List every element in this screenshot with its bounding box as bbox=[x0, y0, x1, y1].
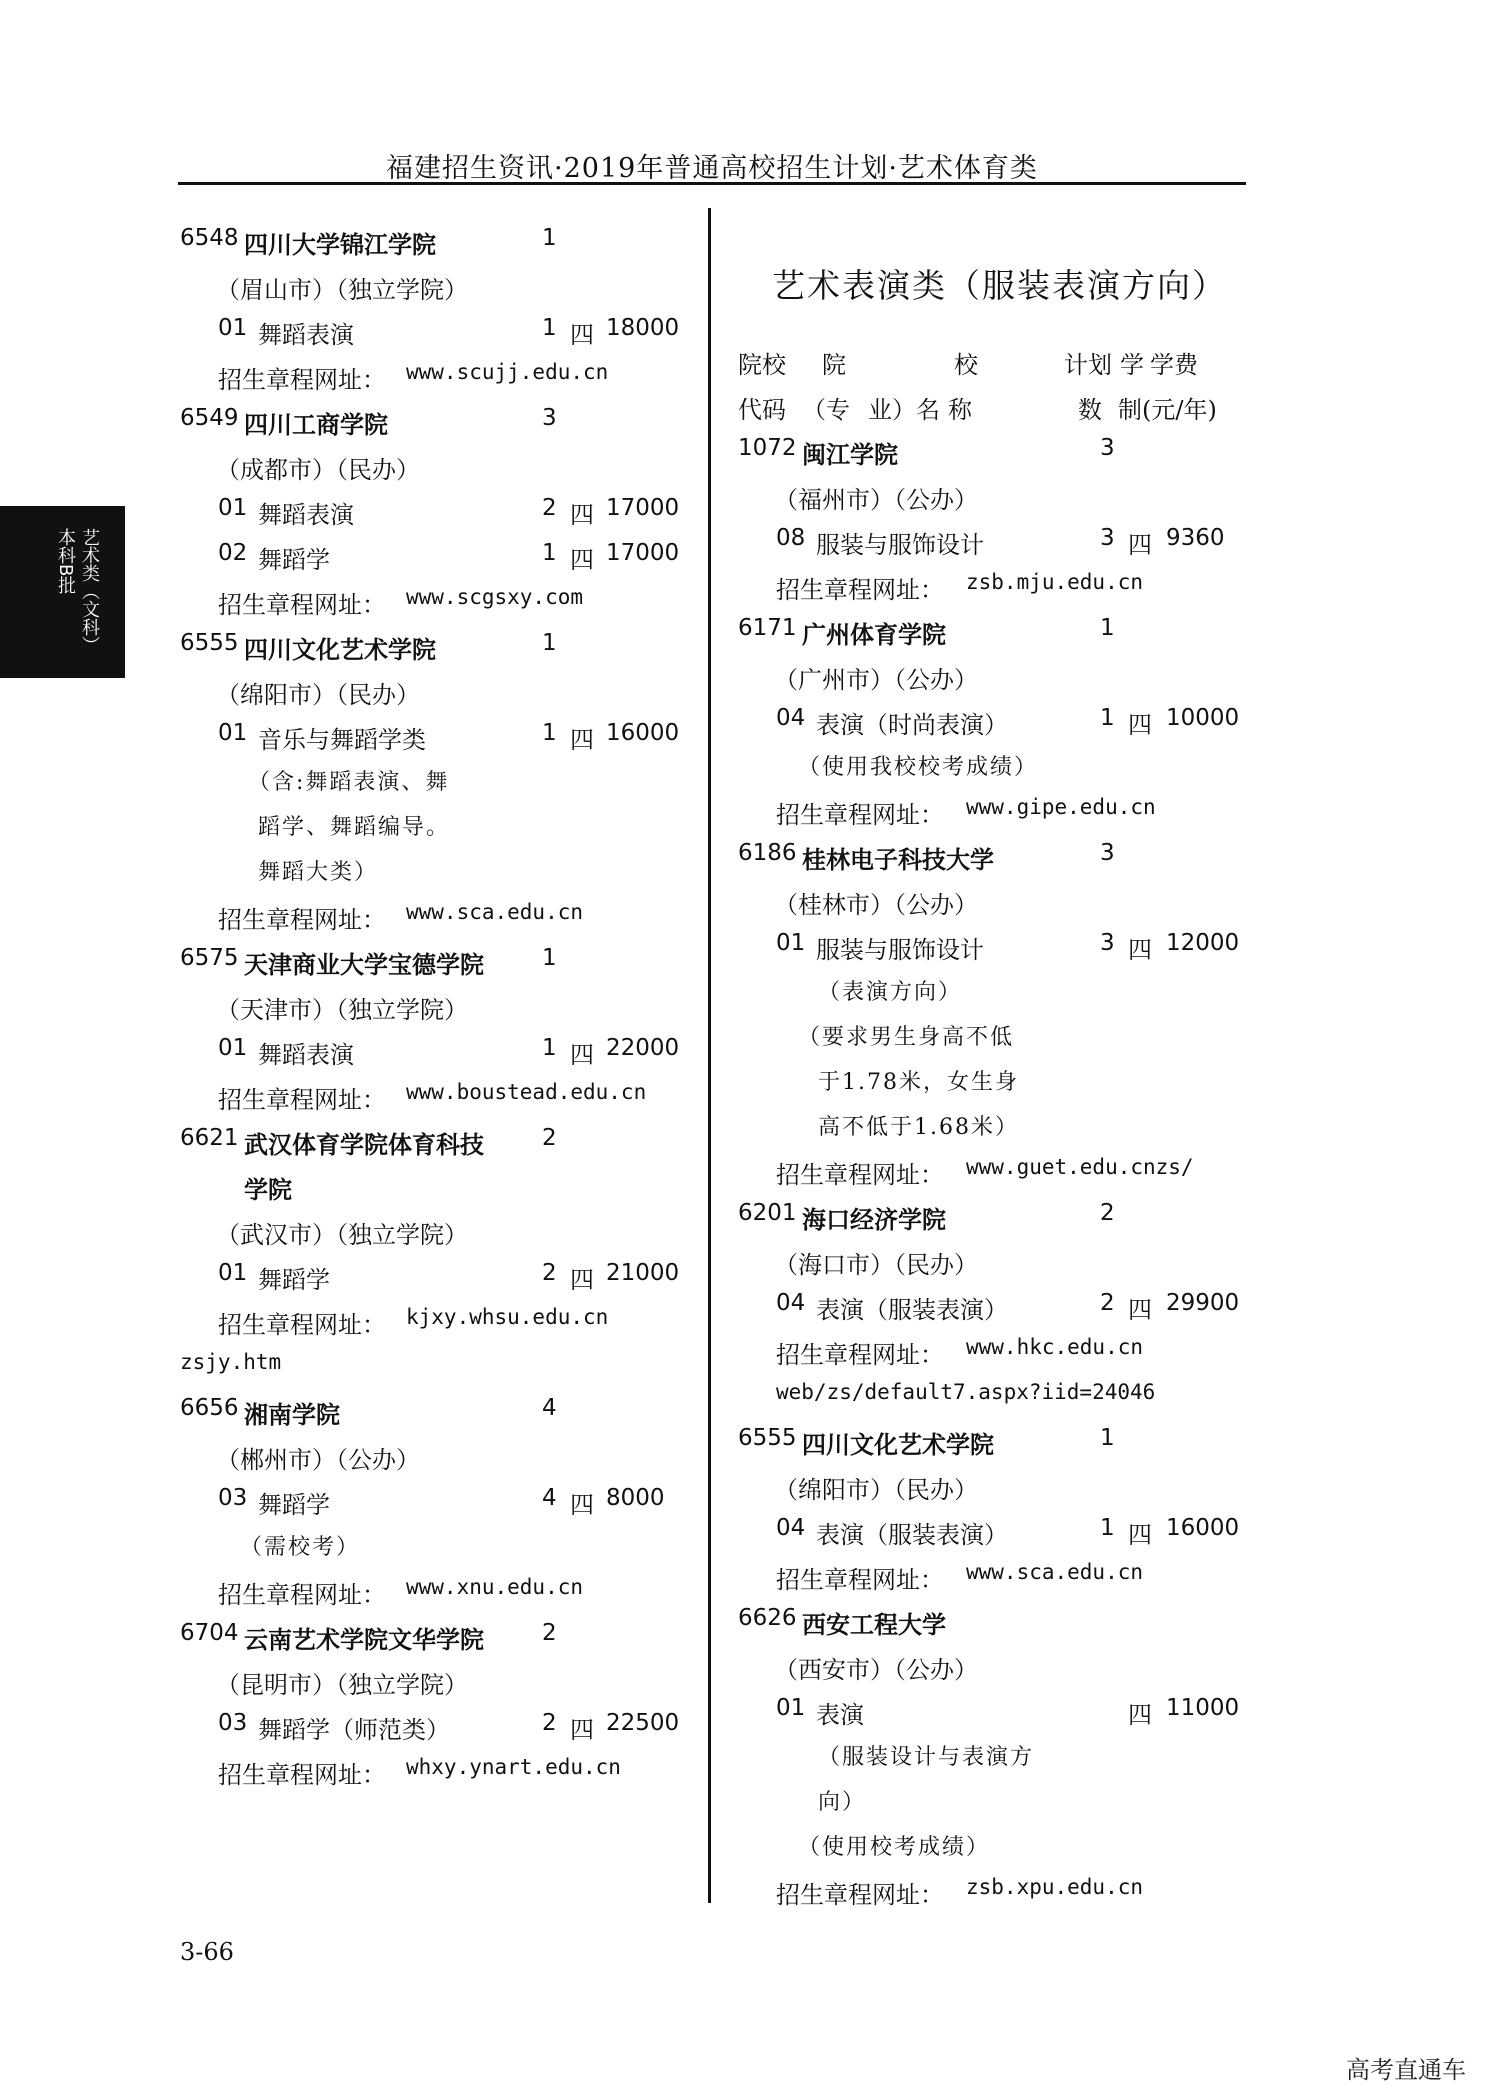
url-label: 招生章程网址： bbox=[218, 1086, 386, 1114]
school-plan: 3 bbox=[542, 405, 557, 431]
major-code: 04 bbox=[776, 1290, 806, 1316]
major-plan: 3 bbox=[1100, 525, 1115, 551]
major-fee: 11000 bbox=[1166, 1695, 1240, 1721]
side-tab-batch: 本科B批 bbox=[55, 528, 76, 595]
listing-line-major bbox=[738, 1690, 1258, 1735]
listing-line-school bbox=[738, 430, 1258, 475]
major-name: 舞蹈表演 bbox=[258, 501, 354, 529]
listing-line-school bbox=[738, 1195, 1258, 1240]
major-fee: 17000 bbox=[606, 495, 680, 521]
listing-line-info bbox=[180, 1660, 680, 1705]
major-plan: 1 bbox=[1100, 705, 1115, 731]
listing-line-note bbox=[180, 760, 680, 805]
major-years: 四 bbox=[570, 1491, 594, 1519]
listing-line-note bbox=[180, 805, 680, 850]
listing-line-info bbox=[738, 1465, 1258, 1510]
school-plan: 3 bbox=[1100, 435, 1115, 461]
major-name: 服装与服饰设计 bbox=[816, 936, 984, 964]
school-name: 武汉体育学院体育科技 bbox=[244, 1131, 484, 1159]
listing-line-url bbox=[180, 1300, 680, 1345]
school-code: 6555 bbox=[180, 630, 239, 656]
major-years: 四 bbox=[570, 1041, 594, 1069]
side-tab-category: 艺术类（文科） bbox=[79, 528, 100, 654]
school-name: 四川工商学院 bbox=[244, 411, 388, 439]
listing-line-note bbox=[738, 1060, 1258, 1105]
listing-line-note bbox=[738, 1105, 1258, 1150]
major-plan: 4 bbox=[542, 1485, 557, 1511]
listing-line-major bbox=[180, 310, 680, 355]
listing-line-note bbox=[738, 970, 1258, 1015]
admission-url: www.gipe.edu.cn bbox=[966, 795, 1156, 819]
major-fee: 29900 bbox=[1166, 1290, 1240, 1316]
listing-line-info bbox=[180, 1210, 680, 1255]
url-label: 招生章程网址： bbox=[776, 1566, 944, 1594]
school-code: 6621 bbox=[180, 1125, 239, 1151]
major-code: 01 bbox=[218, 1035, 248, 1061]
admission-url: www.sca.edu.cn bbox=[406, 900, 584, 924]
major-name: 表演（服装表演） bbox=[816, 1296, 1008, 1324]
listing-line-school bbox=[738, 1600, 1258, 1645]
school-name: 西安工程大学 bbox=[802, 1611, 946, 1639]
listing-line-school bbox=[180, 1120, 680, 1165]
major-name: 服装与服饰设计 bbox=[816, 531, 984, 559]
listing-line-url bbox=[180, 1750, 680, 1795]
major-years: 四 bbox=[1128, 936, 1152, 964]
school-plan: 1 bbox=[542, 945, 557, 971]
listing-line-note bbox=[180, 1525, 680, 1570]
school-name: 天津商业大学宝德学院 bbox=[244, 951, 484, 979]
listing-line-url bbox=[738, 1330, 1258, 1375]
major-fee: 17000 bbox=[606, 540, 680, 566]
listing-line-school-cont bbox=[180, 1165, 680, 1210]
major-name: 表演 bbox=[816, 1701, 864, 1729]
url-label: 招生章程网址： bbox=[776, 801, 944, 829]
major-fee: 16000 bbox=[606, 720, 680, 746]
url-label: 招生章程网址： bbox=[776, 1161, 944, 1189]
school-code: 6549 bbox=[180, 405, 239, 431]
major-years: 四 bbox=[1128, 711, 1152, 739]
major-fee: 22000 bbox=[606, 1035, 680, 1061]
major-note: （要求男生身高不低 bbox=[798, 1025, 1015, 1050]
major-years: 四 bbox=[570, 726, 594, 754]
head-cell: 院校 bbox=[738, 351, 786, 379]
major-note: （使用我校校考成绩） bbox=[798, 755, 1039, 780]
school-location-type: （昆明市）（独立学院） bbox=[216, 1671, 468, 1699]
admission-url-continued: zsjy.htm bbox=[180, 1350, 282, 1374]
major-plan: 1 bbox=[542, 315, 557, 341]
table-head-row-2 bbox=[738, 385, 1258, 430]
head-cell: 院 bbox=[822, 351, 846, 379]
major-code: 01 bbox=[218, 1260, 248, 1286]
listing-line-info bbox=[738, 1240, 1258, 1285]
school-location-type: （成都市）（民办） bbox=[216, 456, 420, 484]
school-location-type: （福州市）（公办） bbox=[774, 486, 978, 514]
listing-line-info bbox=[180, 265, 680, 310]
school-name: 湘南学院 bbox=[244, 1401, 340, 1429]
school-location-type: （绵阳市）（民办） bbox=[216, 681, 420, 709]
major-note: 向） bbox=[818, 1790, 867, 1815]
school-name: 闽江学院 bbox=[802, 441, 898, 469]
admission-url: www.scgsxy.com bbox=[406, 585, 584, 609]
major-note: 蹈学、舞蹈编导。 bbox=[258, 815, 451, 840]
school-location-type: （天津市）（独立学院） bbox=[216, 996, 468, 1024]
school-plan: 4 bbox=[542, 1395, 557, 1421]
listing-line-url bbox=[180, 895, 680, 940]
school-code: 6704 bbox=[180, 1620, 239, 1646]
major-years: 四 bbox=[570, 1266, 594, 1294]
listing-line-school bbox=[738, 610, 1258, 655]
major-code: 04 bbox=[776, 1515, 806, 1541]
school-location-type: （桂林市）（公办） bbox=[774, 891, 978, 919]
listing-line-url-cont bbox=[738, 1375, 1258, 1420]
major-name: 表演（服装表演） bbox=[816, 1521, 1008, 1549]
head-cell: 数 bbox=[1078, 396, 1102, 424]
major-code: 01 bbox=[776, 1695, 806, 1721]
listing-line-major bbox=[738, 1285, 1258, 1330]
major-name: 舞蹈学 bbox=[258, 1266, 330, 1294]
head-cell: （专 bbox=[802, 396, 850, 424]
url-label: 招生章程网址： bbox=[218, 1581, 386, 1609]
admission-url: zsb.xpu.edu.cn bbox=[966, 1875, 1144, 1899]
listing-line-url bbox=[180, 355, 680, 400]
admission-url: www.guet.edu.cnzs/ bbox=[966, 1155, 1194, 1179]
head-cell: 业）名 bbox=[868, 396, 940, 424]
major-fee: 21000 bbox=[606, 1260, 680, 1286]
listing-line-info bbox=[180, 985, 680, 1030]
url-label: 招生章程网址： bbox=[218, 366, 386, 394]
url-label: 招生章程网址： bbox=[218, 1311, 386, 1339]
major-name: 表演（时尚表演） bbox=[816, 711, 1008, 739]
admission-url: www.xnu.edu.cn bbox=[406, 1575, 584, 1599]
head-cell: 学 bbox=[1120, 351, 1144, 379]
listing-line-note bbox=[180, 850, 680, 895]
listing-line-school bbox=[180, 1615, 680, 1660]
head-cell: 代码 bbox=[738, 396, 786, 424]
school-code: 6656 bbox=[180, 1395, 239, 1421]
major-note: （表演方向） bbox=[818, 980, 963, 1005]
school-plan: 1 bbox=[542, 225, 557, 251]
listing-line-school bbox=[180, 1390, 680, 1435]
section-title bbox=[738, 220, 1258, 340]
listing-line-major bbox=[180, 490, 680, 535]
major-plan: 3 bbox=[1100, 930, 1115, 956]
page-number: 3-66 bbox=[180, 1938, 234, 1966]
listing-line-info bbox=[738, 655, 1258, 700]
side-tab bbox=[0, 506, 125, 678]
major-plan: 1 bbox=[542, 720, 557, 746]
admission-url-continued: web/zs/default7.aspx?iid=24046 bbox=[776, 1380, 1156, 1404]
school-name: 云南艺术学院文华学院 bbox=[244, 1626, 484, 1654]
listing-line-info bbox=[180, 445, 680, 490]
major-note: 舞蹈大类） bbox=[258, 860, 379, 885]
listing-line-url bbox=[180, 1570, 680, 1615]
listing-line-major bbox=[738, 520, 1258, 565]
major-name: 舞蹈学 bbox=[258, 1491, 330, 1519]
head-cell: 称 bbox=[948, 396, 972, 424]
left-column bbox=[180, 220, 680, 1795]
major-name: 舞蹈表演 bbox=[258, 1041, 354, 1069]
school-location-type: （郴州市）（公办） bbox=[216, 1446, 420, 1474]
head-cell: 计划 bbox=[1064, 351, 1112, 379]
school-name: 四川大学锦江学院 bbox=[244, 231, 436, 259]
admission-url: kjxy.whsu.edu.cn bbox=[406, 1305, 609, 1329]
major-code: 01 bbox=[218, 495, 248, 521]
admission-url: www.hkc.edu.cn bbox=[966, 1335, 1144, 1359]
school-name: 海口经济学院 bbox=[802, 1206, 946, 1234]
school-name-continued: 学院 bbox=[244, 1176, 292, 1204]
url-label: 招生章程网址： bbox=[776, 1881, 944, 1909]
column-divider bbox=[708, 208, 711, 1903]
major-code: 03 bbox=[218, 1485, 248, 1511]
major-fee: 12000 bbox=[1166, 930, 1240, 956]
major-fee: 9360 bbox=[1166, 525, 1225, 551]
table-head-row-1 bbox=[738, 340, 1258, 385]
major-plan: 2 bbox=[542, 1260, 557, 1286]
watermark: 高考直通车 bbox=[1346, 2056, 1466, 2084]
major-note: 高不低于1.68米） bbox=[818, 1115, 1019, 1140]
major-note: （含:舞蹈表演、舞 bbox=[248, 770, 450, 795]
school-code: 6555 bbox=[738, 1425, 797, 1451]
school-code: 6626 bbox=[738, 1605, 797, 1631]
major-code: 08 bbox=[776, 525, 806, 551]
school-code: 6548 bbox=[180, 225, 239, 251]
listing-line-url bbox=[738, 1555, 1258, 1600]
admission-url: whxy.ynart.edu.cn bbox=[406, 1755, 621, 1779]
url-label: 招生章程网址： bbox=[218, 591, 386, 619]
listing-line-school bbox=[738, 1420, 1258, 1465]
major-years: 四 bbox=[570, 546, 594, 574]
listing-line-info bbox=[738, 880, 1258, 925]
school-location-type: （广州市）（公办） bbox=[774, 666, 978, 694]
listing-line-major bbox=[738, 925, 1258, 970]
major-plan: 1 bbox=[1100, 1515, 1115, 1541]
head-cell: 制(元/年) bbox=[1118, 396, 1217, 424]
major-name: 音乐与舞蹈学类 bbox=[258, 726, 426, 754]
major-name: 舞蹈学 bbox=[258, 546, 330, 574]
school-name: 广州体育学院 bbox=[802, 621, 946, 649]
major-code: 01 bbox=[218, 315, 248, 341]
major-plan: 2 bbox=[542, 1710, 557, 1736]
listing-line-note bbox=[738, 1735, 1258, 1780]
listing-line-note bbox=[738, 745, 1258, 790]
major-name: 舞蹈学（师范类） bbox=[258, 1716, 450, 1744]
school-location-type: （海口市）（民办） bbox=[774, 1251, 978, 1279]
major-code: 02 bbox=[218, 540, 248, 566]
school-plan: 3 bbox=[1100, 840, 1115, 866]
school-code: 6201 bbox=[738, 1200, 797, 1226]
listing-line-url bbox=[738, 1870, 1258, 1915]
listing-line-note bbox=[738, 1780, 1258, 1825]
major-plan: 1 bbox=[542, 1035, 557, 1061]
major-fee: 10000 bbox=[1166, 705, 1240, 731]
major-plan: 1 bbox=[542, 540, 557, 566]
right-column bbox=[738, 220, 1258, 1915]
url-label: 招生章程网址： bbox=[218, 1761, 386, 1789]
major-code: 01 bbox=[776, 930, 806, 956]
listing-line-url-cont bbox=[180, 1345, 680, 1390]
listing-line-major bbox=[180, 1255, 680, 1300]
listing-line-major bbox=[180, 715, 680, 760]
school-plan: 1 bbox=[1100, 1425, 1115, 1451]
major-note: 于1.78米，女生身 bbox=[818, 1070, 1019, 1095]
listing-line-major bbox=[180, 1480, 680, 1525]
listing-line-major bbox=[180, 535, 680, 580]
listing-line-url bbox=[180, 580, 680, 625]
section-title-text: 艺术表演类（服装表演方向） bbox=[772, 266, 1227, 305]
major-years: 四 bbox=[570, 1716, 594, 1744]
school-location-type: （西安市）（公办） bbox=[774, 1656, 978, 1684]
listing-line-note bbox=[738, 1825, 1258, 1870]
major-years: 四 bbox=[570, 501, 594, 529]
major-code: 01 bbox=[218, 720, 248, 746]
url-label: 招生章程网址： bbox=[776, 1341, 944, 1369]
school-location-type: （绵阳市）（民办） bbox=[774, 1476, 978, 1504]
school-code: 6171 bbox=[738, 615, 797, 641]
major-years: 四 bbox=[570, 321, 594, 349]
running-header: 福建招生资讯·2019年普通高校招生计划·艺术体育类 bbox=[386, 153, 1038, 184]
major-plan: 2 bbox=[542, 495, 557, 521]
major-years: 四 bbox=[1128, 531, 1152, 559]
major-plan: 2 bbox=[1100, 1290, 1115, 1316]
header-rule bbox=[178, 182, 1246, 185]
major-years: 四 bbox=[1128, 1701, 1152, 1729]
listing-line-note bbox=[738, 1015, 1258, 1060]
listing-line-info bbox=[738, 1645, 1258, 1690]
major-name: 舞蹈表演 bbox=[258, 321, 354, 349]
admission-url: www.scujj.edu.cn bbox=[406, 360, 609, 384]
url-label: 招生章程网址： bbox=[776, 576, 944, 604]
right-listing bbox=[738, 430, 1258, 1915]
listing-line-school bbox=[738, 835, 1258, 880]
school-location-type: （眉山市）（独立学院） bbox=[216, 276, 468, 304]
head-cell: 校 bbox=[954, 351, 978, 379]
school-name: 桂林电子科技大学 bbox=[802, 846, 994, 874]
major-fee: 22500 bbox=[606, 1710, 680, 1736]
major-fee: 18000 bbox=[606, 315, 680, 341]
major-note: （需校考） bbox=[240, 1535, 361, 1560]
school-name: 四川文化艺术学院 bbox=[802, 1431, 994, 1459]
school-code: 6575 bbox=[180, 945, 239, 971]
listing-line-info bbox=[180, 1435, 680, 1480]
listing-line-school bbox=[180, 220, 680, 265]
head-cell: 学费 bbox=[1150, 351, 1198, 379]
major-fee: 8000 bbox=[606, 1485, 665, 1511]
school-code: 6186 bbox=[738, 840, 797, 866]
school-plan: 1 bbox=[542, 630, 557, 656]
listing-line-url bbox=[738, 790, 1258, 835]
school-location-type: （武汉市）（独立学院） bbox=[216, 1221, 468, 1249]
school-name: 四川文化艺术学院 bbox=[244, 636, 436, 664]
major-fee: 16000 bbox=[1166, 1515, 1240, 1541]
school-code: 1072 bbox=[738, 435, 797, 461]
listing-line-info bbox=[180, 670, 680, 715]
admission-url: zsb.mju.edu.cn bbox=[966, 570, 1144, 594]
major-note: （服装设计与表演方 bbox=[818, 1745, 1035, 1770]
listing-line-major bbox=[180, 1030, 680, 1075]
major-code: 03 bbox=[218, 1710, 248, 1736]
listing-line-url bbox=[738, 1150, 1258, 1195]
school-plan: 2 bbox=[542, 1125, 557, 1151]
admission-url: www.boustead.edu.cn bbox=[406, 1080, 647, 1104]
major-years: 四 bbox=[1128, 1296, 1152, 1324]
school-plan: 2 bbox=[542, 1620, 557, 1646]
school-plan: 2 bbox=[1100, 1200, 1115, 1226]
listing-line-url bbox=[180, 1075, 680, 1120]
url-label: 招生章程网址： bbox=[218, 906, 386, 934]
admission-url: www.sca.edu.cn bbox=[966, 1560, 1144, 1584]
listing-line-info bbox=[738, 475, 1258, 520]
listing-line-url bbox=[738, 565, 1258, 610]
school-plan: 1 bbox=[1100, 615, 1115, 641]
major-note: （使用校考成绩） bbox=[798, 1835, 991, 1860]
major-code: 04 bbox=[776, 705, 806, 731]
listing-line-major bbox=[738, 700, 1258, 745]
listing-line-school bbox=[180, 940, 680, 985]
listing-line-school bbox=[180, 625, 680, 670]
listing-line-major bbox=[180, 1705, 680, 1750]
listing-line-major bbox=[738, 1510, 1258, 1555]
major-years: 四 bbox=[1128, 1521, 1152, 1549]
listing-line-school bbox=[180, 400, 680, 445]
